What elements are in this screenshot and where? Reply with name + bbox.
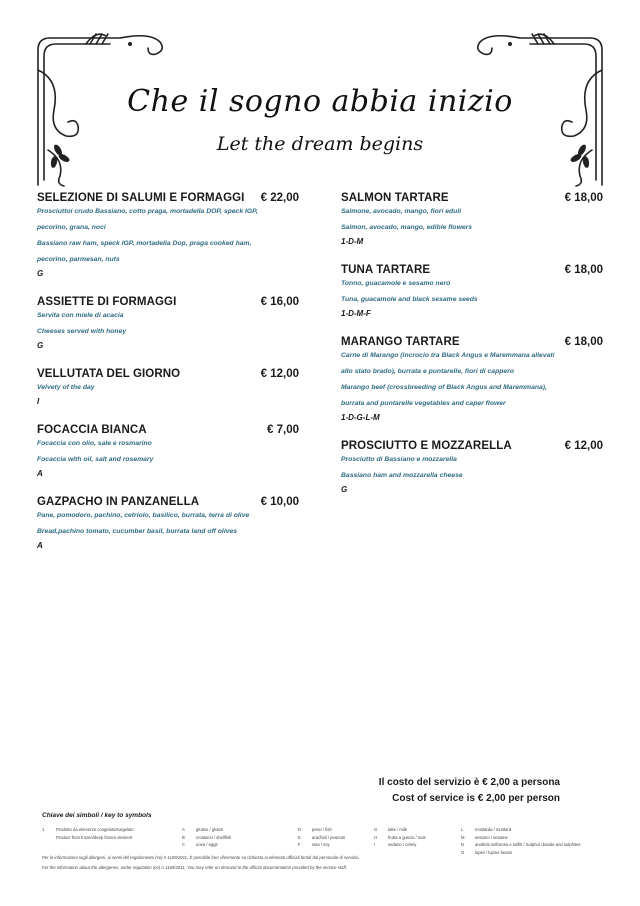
menu-item-description: pecorino, grana, noci <box>37 224 106 231</box>
menu-item-description: allo stato brado), burrata e puntarelle, fiori di cappero <box>341 368 514 375</box>
menu-item <box>37 192 299 278</box>
legend-symbol: A <box>182 827 185 832</box>
legend-row <box>374 826 426 834</box>
legend-title: Chiave dei simboli / key to symbols <box>42 812 152 819</box>
legend-symbol: O <box>461 849 465 855</box>
menu-item-price: € 7,00 <box>267 424 299 436</box>
legend-row <box>461 834 580 842</box>
legend-symbol: E <box>298 834 301 840</box>
legend-row <box>298 841 345 849</box>
menu-item <box>341 192 603 246</box>
menu-item-description: Cheeses served with honey <box>37 328 127 335</box>
legend-symbol: G <box>374 827 378 832</box>
menu-item-allergens: G <box>341 485 348 494</box>
menu-item-description: Bread,pachino tomato, cucumber basil, burrata land off olives <box>37 528 238 535</box>
menu-item-header <box>37 496 299 508</box>
legend-row <box>298 826 345 834</box>
legend-meaning: mostarda / mustard <box>475 827 512 832</box>
menu-item-name: TUNA TARTARE <box>341 264 431 276</box>
legend-meaning: uova / eggs <box>196 842 218 847</box>
menu-item-description: Focaccia with oil, salt and rosemary <box>37 456 154 463</box>
menu-item-allergens: A <box>37 541 43 550</box>
legend-meaning: anidride solforosa e solfiti / Sulphur dioxide and sulphites <box>475 842 581 847</box>
legend-meaning: frutta a guscio / nuts <box>388 834 426 840</box>
menu-item-description: burrata and puntarelle vegetables and caper flower <box>341 400 506 407</box>
legend-row <box>461 841 580 849</box>
allergen-note-italian: Per le informazioni sugli allergeni, ai sensi del regolamento (ce) n 1169/2011, È possibile fare riferimento su richiesta ai elementi ufficiali forniti dal personale di servizio. <box>42 855 360 860</box>
legend-group <box>374 826 426 849</box>
menu-item-description: pecorino, parmesan, nuts <box>37 256 120 263</box>
menu-item-description: Pane, pomodoro, pachino, cetriolo, basilico, burrata, terra di olive <box>37 512 250 519</box>
menu-item <box>341 264 603 318</box>
menu-item-allergens: I <box>37 397 40 406</box>
menu-subtitle: Let the dream begins <box>216 133 424 155</box>
menu-column-left <box>37 192 299 568</box>
menu-item-price: € 10,00 <box>260 496 299 508</box>
menu-item-name: VELLUTATA DEL GIORNO <box>37 368 181 380</box>
menu-item <box>37 424 299 478</box>
menu-item-name: SELEZIONE DI SALUMI E FORMAGGI <box>37 192 245 204</box>
legend-symbol: 1 <box>42 827 45 832</box>
menu-column-right <box>341 192 603 512</box>
menu-item-description: Salmone, avocado, mango, fiori eduli <box>341 208 462 215</box>
menu-item-price: € 12,00 <box>564 440 603 452</box>
menu-item-description: Carne di Marango (incrocio tra Black Angus e Maremmana allevati <box>341 352 555 359</box>
menu-item-header <box>341 264 603 276</box>
legend-symbol: N <box>461 842 465 847</box>
menu-item <box>37 496 299 550</box>
legend-meaning: arachidi / peanuts <box>312 834 346 840</box>
menu-item-name: GAZPACHO IN PANZANELLA <box>37 496 200 508</box>
legend-group <box>461 826 580 856</box>
legend-row <box>374 834 426 842</box>
menu-item-price: € 22,00 <box>260 192 299 204</box>
legend-row <box>182 826 231 834</box>
legend-meaning: Prodotto da elemento congelato/surgelato <box>56 827 134 832</box>
menu-item <box>37 368 299 406</box>
menu-item-price: € 18,00 <box>564 192 603 204</box>
legend-row <box>42 826 134 834</box>
menu-item-description: Servita con miele di acacia <box>37 312 124 319</box>
legend-row <box>461 826 580 834</box>
menu-item-name: MARANGO TARTARE <box>341 336 460 348</box>
allergen-note-english: For the information about the allergenes, under regulation (ce) n 1169/2011, You may refer on demand to the official documentation provided by the service staff. <box>42 865 348 870</box>
legend-symbol: M <box>461 834 465 840</box>
menu-item-header <box>37 192 299 204</box>
menu-item-description: Marango beef (crossbreeding of Black Angus and Maremmana), <box>341 384 547 391</box>
legend-meaning: Product from frozen/deep frozen element <box>56 834 133 840</box>
menu-item-price: € 12,00 <box>260 368 299 380</box>
menu-item-allergens: 1-D-M <box>341 237 364 246</box>
menu-title: Che il sogno abbia inizio <box>127 84 513 119</box>
legend-row <box>374 841 426 849</box>
menu-item-description: Tuna, guacamole and black sesame seeds <box>341 296 478 303</box>
legend-meaning: latte / milk <box>388 827 407 832</box>
menu-item-description: Focaccia con olio, sale e rosmarino <box>37 440 152 447</box>
service-cost-english: Cost of service is € 2,00 per person <box>392 793 560 804</box>
legend-meaning: sedano / celery <box>388 842 417 847</box>
legend-symbol: I <box>374 842 376 847</box>
menu-item-description: Velvety of the day <box>37 384 95 391</box>
menu-item-allergens: G <box>37 269 44 278</box>
legend-meaning: crostacei / shellfish <box>196 834 232 840</box>
legend-row <box>42 834 134 842</box>
menu-item-description: Prosciuttoi crudo Bassiano, cotto praga, mortadella DOP, speck IGP, <box>37 208 258 215</box>
legend-meaning: pesci / fish <box>312 827 332 832</box>
legend-symbol: F <box>298 842 301 847</box>
menu-item-name: ASSIETTE DI FORMAGGI <box>37 296 177 308</box>
menu-item-header <box>341 192 603 204</box>
menu-item-description: Bassiano ham and mozzarella cheese <box>341 472 463 479</box>
legend-row <box>298 834 345 842</box>
service-cost-italian: Il costo del servizio è € 2,00 a persona <box>378 777 560 788</box>
menu-item-allergens: G <box>37 341 44 350</box>
menu-item-price: € 18,00 <box>564 336 603 348</box>
legend-group <box>42 826 134 841</box>
legend-meaning: sesamo / sesame <box>475 834 508 840</box>
menu-item-price: € 18,00 <box>564 264 603 276</box>
menu-item <box>341 440 603 494</box>
menu-item-price: € 16,00 <box>260 296 299 308</box>
legend-meaning: glutine / gluten <box>196 827 224 832</box>
menu-item <box>341 336 603 422</box>
legend-meaning: soia / soy <box>312 842 330 847</box>
legend-symbol <box>42 834 56 842</box>
menu-item-name: PROSCIUTTO E MOZZARELLA <box>341 440 512 452</box>
menu-item-allergens: A <box>37 469 43 478</box>
menu-item-header <box>341 336 603 348</box>
menu-item <box>37 296 299 350</box>
legend-row <box>182 834 231 842</box>
legend-symbol: L <box>461 827 464 832</box>
legend-symbol: D <box>298 827 302 832</box>
legend-group <box>182 826 231 849</box>
menu-item-description: Bassiano raw ham, speck IGP, mortadella Dop, praga cooked ham, <box>37 240 252 247</box>
legend-symbol: C <box>182 842 186 847</box>
menu-item-header <box>341 440 603 452</box>
menu-item-header <box>37 296 299 308</box>
legend-group <box>298 826 345 849</box>
menu-item-description: Tonno, guacamole e sesamo nero <box>341 280 451 287</box>
menu-item-allergens: 1-D-G-L-M <box>341 413 380 422</box>
menu-item-header <box>37 368 299 380</box>
legend-row <box>461 849 580 857</box>
legend-meaning: lupini / lupine beans <box>475 849 513 855</box>
menu-item-name: FOCACCIA BIANCA <box>37 424 147 436</box>
menu-item-description: Salmon, avocado, mango, edible flowers <box>341 224 473 231</box>
legend-row <box>182 841 231 849</box>
menu-item-header <box>37 424 299 436</box>
legend-symbol: H <box>374 834 378 840</box>
menu-item-name: SALMON TARTARE <box>341 192 449 204</box>
menu-item-description: Prosciutto di Bassiano e mozzarella <box>341 456 457 463</box>
menu-item-allergens: 1-D-M-F <box>341 309 371 318</box>
legend-symbol: B <box>182 834 185 840</box>
